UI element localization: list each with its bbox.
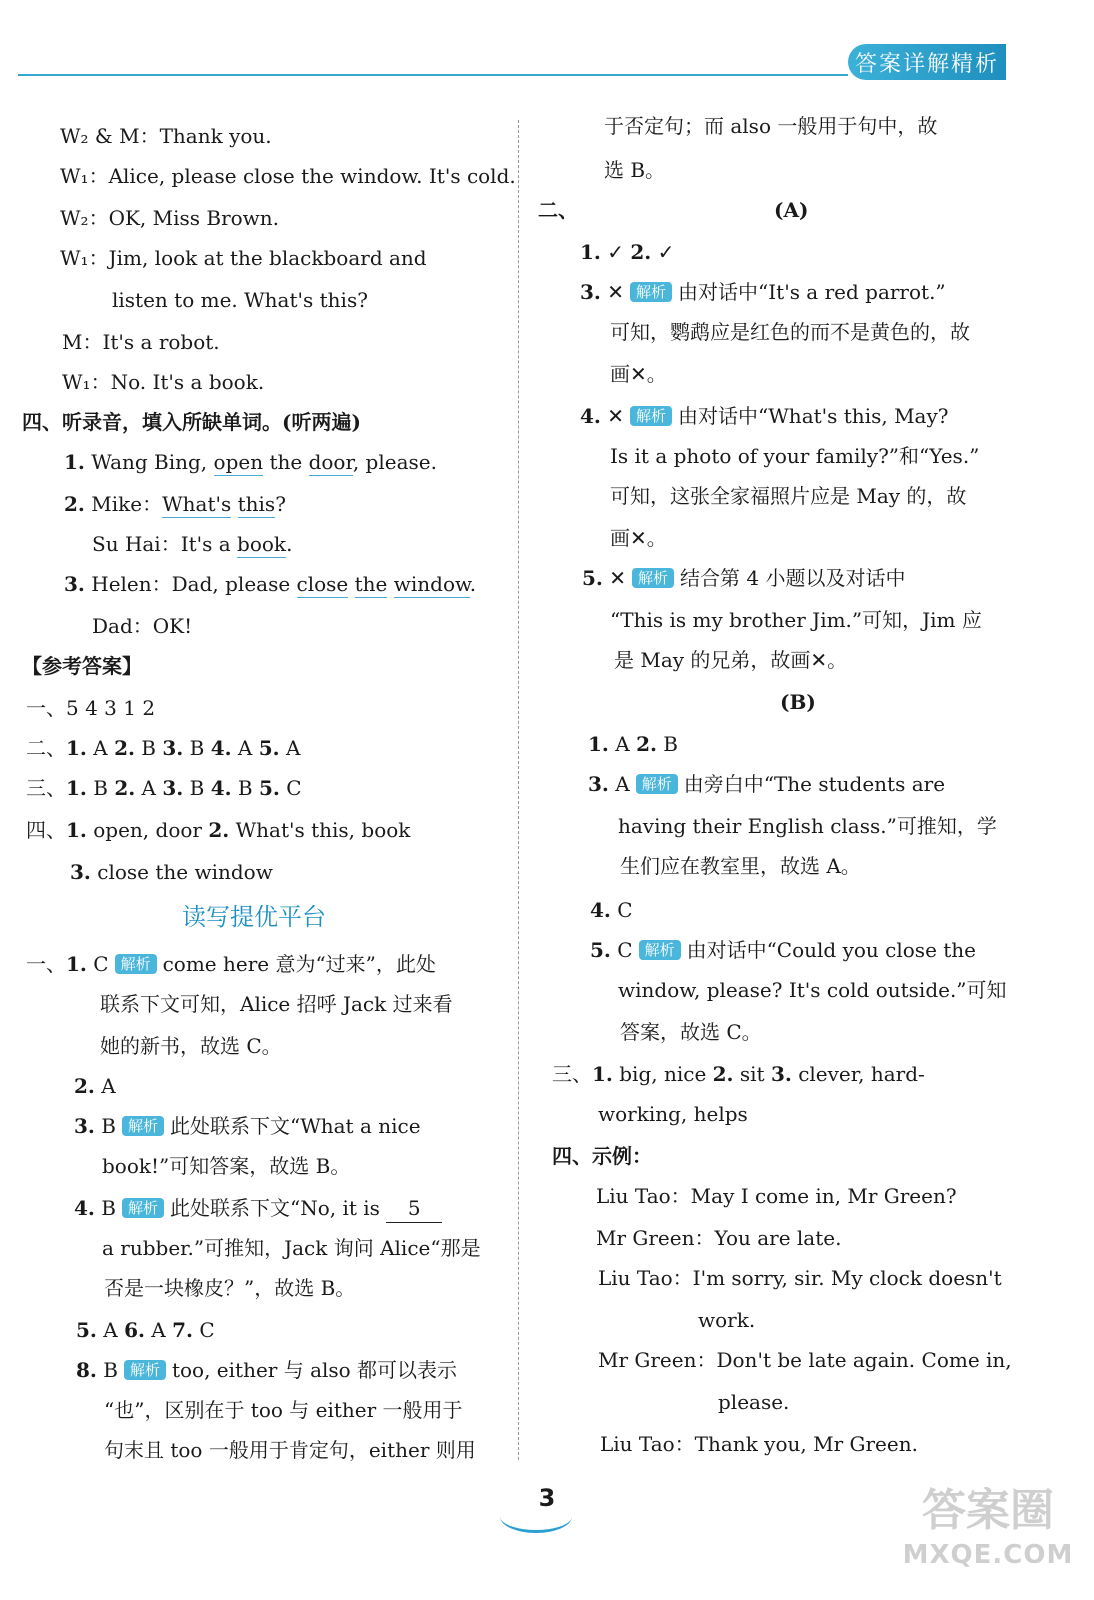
explain-item-5: 5. A 6. A 7. C bbox=[76, 1318, 215, 1342]
explain-line: having their English class.”可推知，学 bbox=[618, 814, 997, 838]
sub-heading: (B) bbox=[780, 690, 816, 714]
dialog-line: Liu Tao：I'm sorry, sir. My clock doesn't bbox=[598, 1266, 1002, 1290]
answer-line: 3. close the window bbox=[70, 860, 273, 884]
fill-item-3: 3. Helen：Dad, please close the window. bbox=[64, 572, 477, 596]
analysis-tag: 解析 bbox=[639, 940, 681, 960]
analysis-tag: 解析 bbox=[124, 1360, 166, 1380]
dialog-line: Mr Green：You are late. bbox=[596, 1226, 842, 1250]
dialog-line: W₁：Alice, please close the window. It's cold. bbox=[60, 164, 516, 188]
explain-item-2: 2. A bbox=[74, 1074, 116, 1098]
explain-item-5b: 5. C 解析 由对话中“Could you close the bbox=[590, 938, 977, 962]
explain-line: 可知，这张全家福照片应是 May 的，故 bbox=[610, 484, 967, 508]
watermark-logo: 答案圈 MXQE.COM bbox=[902, 1485, 1074, 1570]
answer-line: working, helps bbox=[598, 1102, 748, 1126]
section-number: 二、 bbox=[538, 198, 578, 222]
explain-item-3: 3. B 解析 此处联系下文“What a nice bbox=[74, 1114, 421, 1138]
explain-line: 是 May 的兄弟，故画✕。 bbox=[614, 648, 848, 672]
explain-line: 可知，鹦鹉应是红色的而不是黄色的，故 bbox=[610, 320, 970, 344]
answer-line: 三、1. B 2. A 3. B 4. B 5. C bbox=[26, 776, 302, 800]
analysis-tag: 解析 bbox=[630, 406, 672, 426]
answer-heading: 【参考答案】 bbox=[22, 654, 142, 678]
answer-blank: 5 bbox=[386, 1194, 442, 1223]
header-badge: 答案详解精析 bbox=[848, 44, 1006, 80]
explain-item-4: 4. B 解析 此处联系下文“No, it is 5 bbox=[74, 1194, 442, 1223]
analysis-tag: 解析 bbox=[636, 774, 678, 794]
explain-item-1: 一、1. C 解析 come here 意为“过来”，此处 bbox=[26, 952, 436, 976]
explain-line: book!”可知答案，故选 B。 bbox=[102, 1154, 351, 1178]
dialog-line: W₂ & M：Thank you. bbox=[60, 124, 272, 148]
explain-item-3b: 3. A 解析 由旁白中“The students are bbox=[588, 772, 946, 796]
answer-line: 一、5 4 3 1 2 bbox=[26, 696, 156, 720]
dialog-line: Liu Tao：May I come in, Mr Green? bbox=[596, 1184, 957, 1208]
dialog-line: work. bbox=[698, 1308, 756, 1332]
dialog-line: please. bbox=[718, 1390, 790, 1414]
explain-line: 她的新书，故选 C。 bbox=[100, 1034, 282, 1058]
explain-line: 生们应在教室里，故选 A。 bbox=[620, 854, 861, 878]
header-rule bbox=[18, 74, 848, 76]
section-heading: 四、听录音，填入所缺单词。(听两遍) bbox=[22, 410, 361, 434]
fill-item-2: 2. Mike：What's this? bbox=[64, 492, 286, 516]
analysis-tag: 解析 bbox=[115, 954, 157, 974]
dialog-line: W₁：No. It's a book. bbox=[62, 370, 265, 394]
explain-item-8: 8. B 解析 too, either 与 also 都可以表示 bbox=[76, 1358, 458, 1382]
explain-line: 联系下文可知，Alice 招呼 Jack 过来看 bbox=[100, 992, 453, 1016]
explain-line: a rubber.”可推知，Jack 询问 Alice“那是 bbox=[102, 1236, 481, 1260]
section-heading: 四、示例： bbox=[552, 1144, 652, 1168]
fill-item-1: 1. Wang Bing, open the door, please. bbox=[64, 450, 437, 474]
answer-line: 1. A 2. B bbox=[588, 732, 679, 756]
explain-line: 画✕。 bbox=[610, 526, 667, 550]
dialog-line: W₁：Jim, look at the blackboard and bbox=[60, 246, 427, 270]
answer-line: 二、1. A 2. B 3. B 4. A 5. A bbox=[26, 736, 301, 760]
explain-line: 于否定句；而 also 一般用于句中，故 bbox=[604, 114, 938, 138]
sub-heading: (A) bbox=[774, 198, 809, 222]
answer-line: 三、1. big, nice 2. sit 3. clever, hard- bbox=[552, 1062, 925, 1086]
analysis-tag: 解析 bbox=[630, 282, 672, 302]
page-number-arc bbox=[500, 1500, 572, 1533]
explain-line: Is it a photo of your family?”和“Yes.” bbox=[610, 444, 980, 468]
explain-line: window, please? It's cold outside.”可知 bbox=[618, 978, 1007, 1002]
explain-line: 画✕。 bbox=[610, 362, 667, 386]
analysis-tag: 解析 bbox=[122, 1198, 164, 1218]
analysis-tag: 解析 bbox=[632, 568, 674, 588]
dialog-line: Dad：OK! bbox=[92, 614, 193, 638]
explain-line: 句末且 too 一般用于肯定句，either 则用 bbox=[104, 1438, 476, 1462]
answer-line: 1. ✓ 2. ✓ bbox=[580, 240, 675, 264]
explain-item-4: 4. ✕ 解析 由对话中“What's this, May? bbox=[580, 404, 949, 428]
dialog-line: W₂：OK, Miss Brown. bbox=[60, 206, 280, 230]
explain-item-3: 3. ✕ 解析 由对话中“It's a red parrot.” bbox=[580, 280, 946, 304]
explain-line: “也”，区别在于 too 与 either 一般用于 bbox=[104, 1398, 463, 1422]
answer-line: 四、1. open, door 2. What's this, book bbox=[26, 818, 411, 842]
column-divider bbox=[518, 120, 519, 1460]
explain-line: 否是一块橡皮？”，故选 B。 bbox=[104, 1276, 356, 1300]
explain-line: 选 B。 bbox=[604, 158, 666, 182]
answer-line: 4. C bbox=[590, 898, 633, 922]
fill-item-2b: Su Hai：It's a book. bbox=[92, 532, 293, 556]
explain-line: “This is my brother Jim.”可知，Jim 应 bbox=[610, 608, 982, 632]
analysis-tag: 解析 bbox=[122, 1116, 164, 1136]
section-title: 读写提优平台 bbox=[182, 903, 326, 931]
explain-line: 答案，故选 C。 bbox=[620, 1020, 762, 1044]
dialog-line: M：It's a robot. bbox=[62, 330, 220, 354]
dialog-line: Liu Tao：Thank you, Mr Green. bbox=[600, 1432, 918, 1456]
page-number: 3 bbox=[538, 1484, 556, 1512]
explain-item-5: 5. ✕ 解析 结合第 4 小题以及对话中 bbox=[582, 566, 906, 590]
dialog-line: Mr Green：Don't be late again. Come in, bbox=[598, 1348, 1012, 1372]
dialog-line: listen to me. What's this? bbox=[112, 288, 368, 312]
